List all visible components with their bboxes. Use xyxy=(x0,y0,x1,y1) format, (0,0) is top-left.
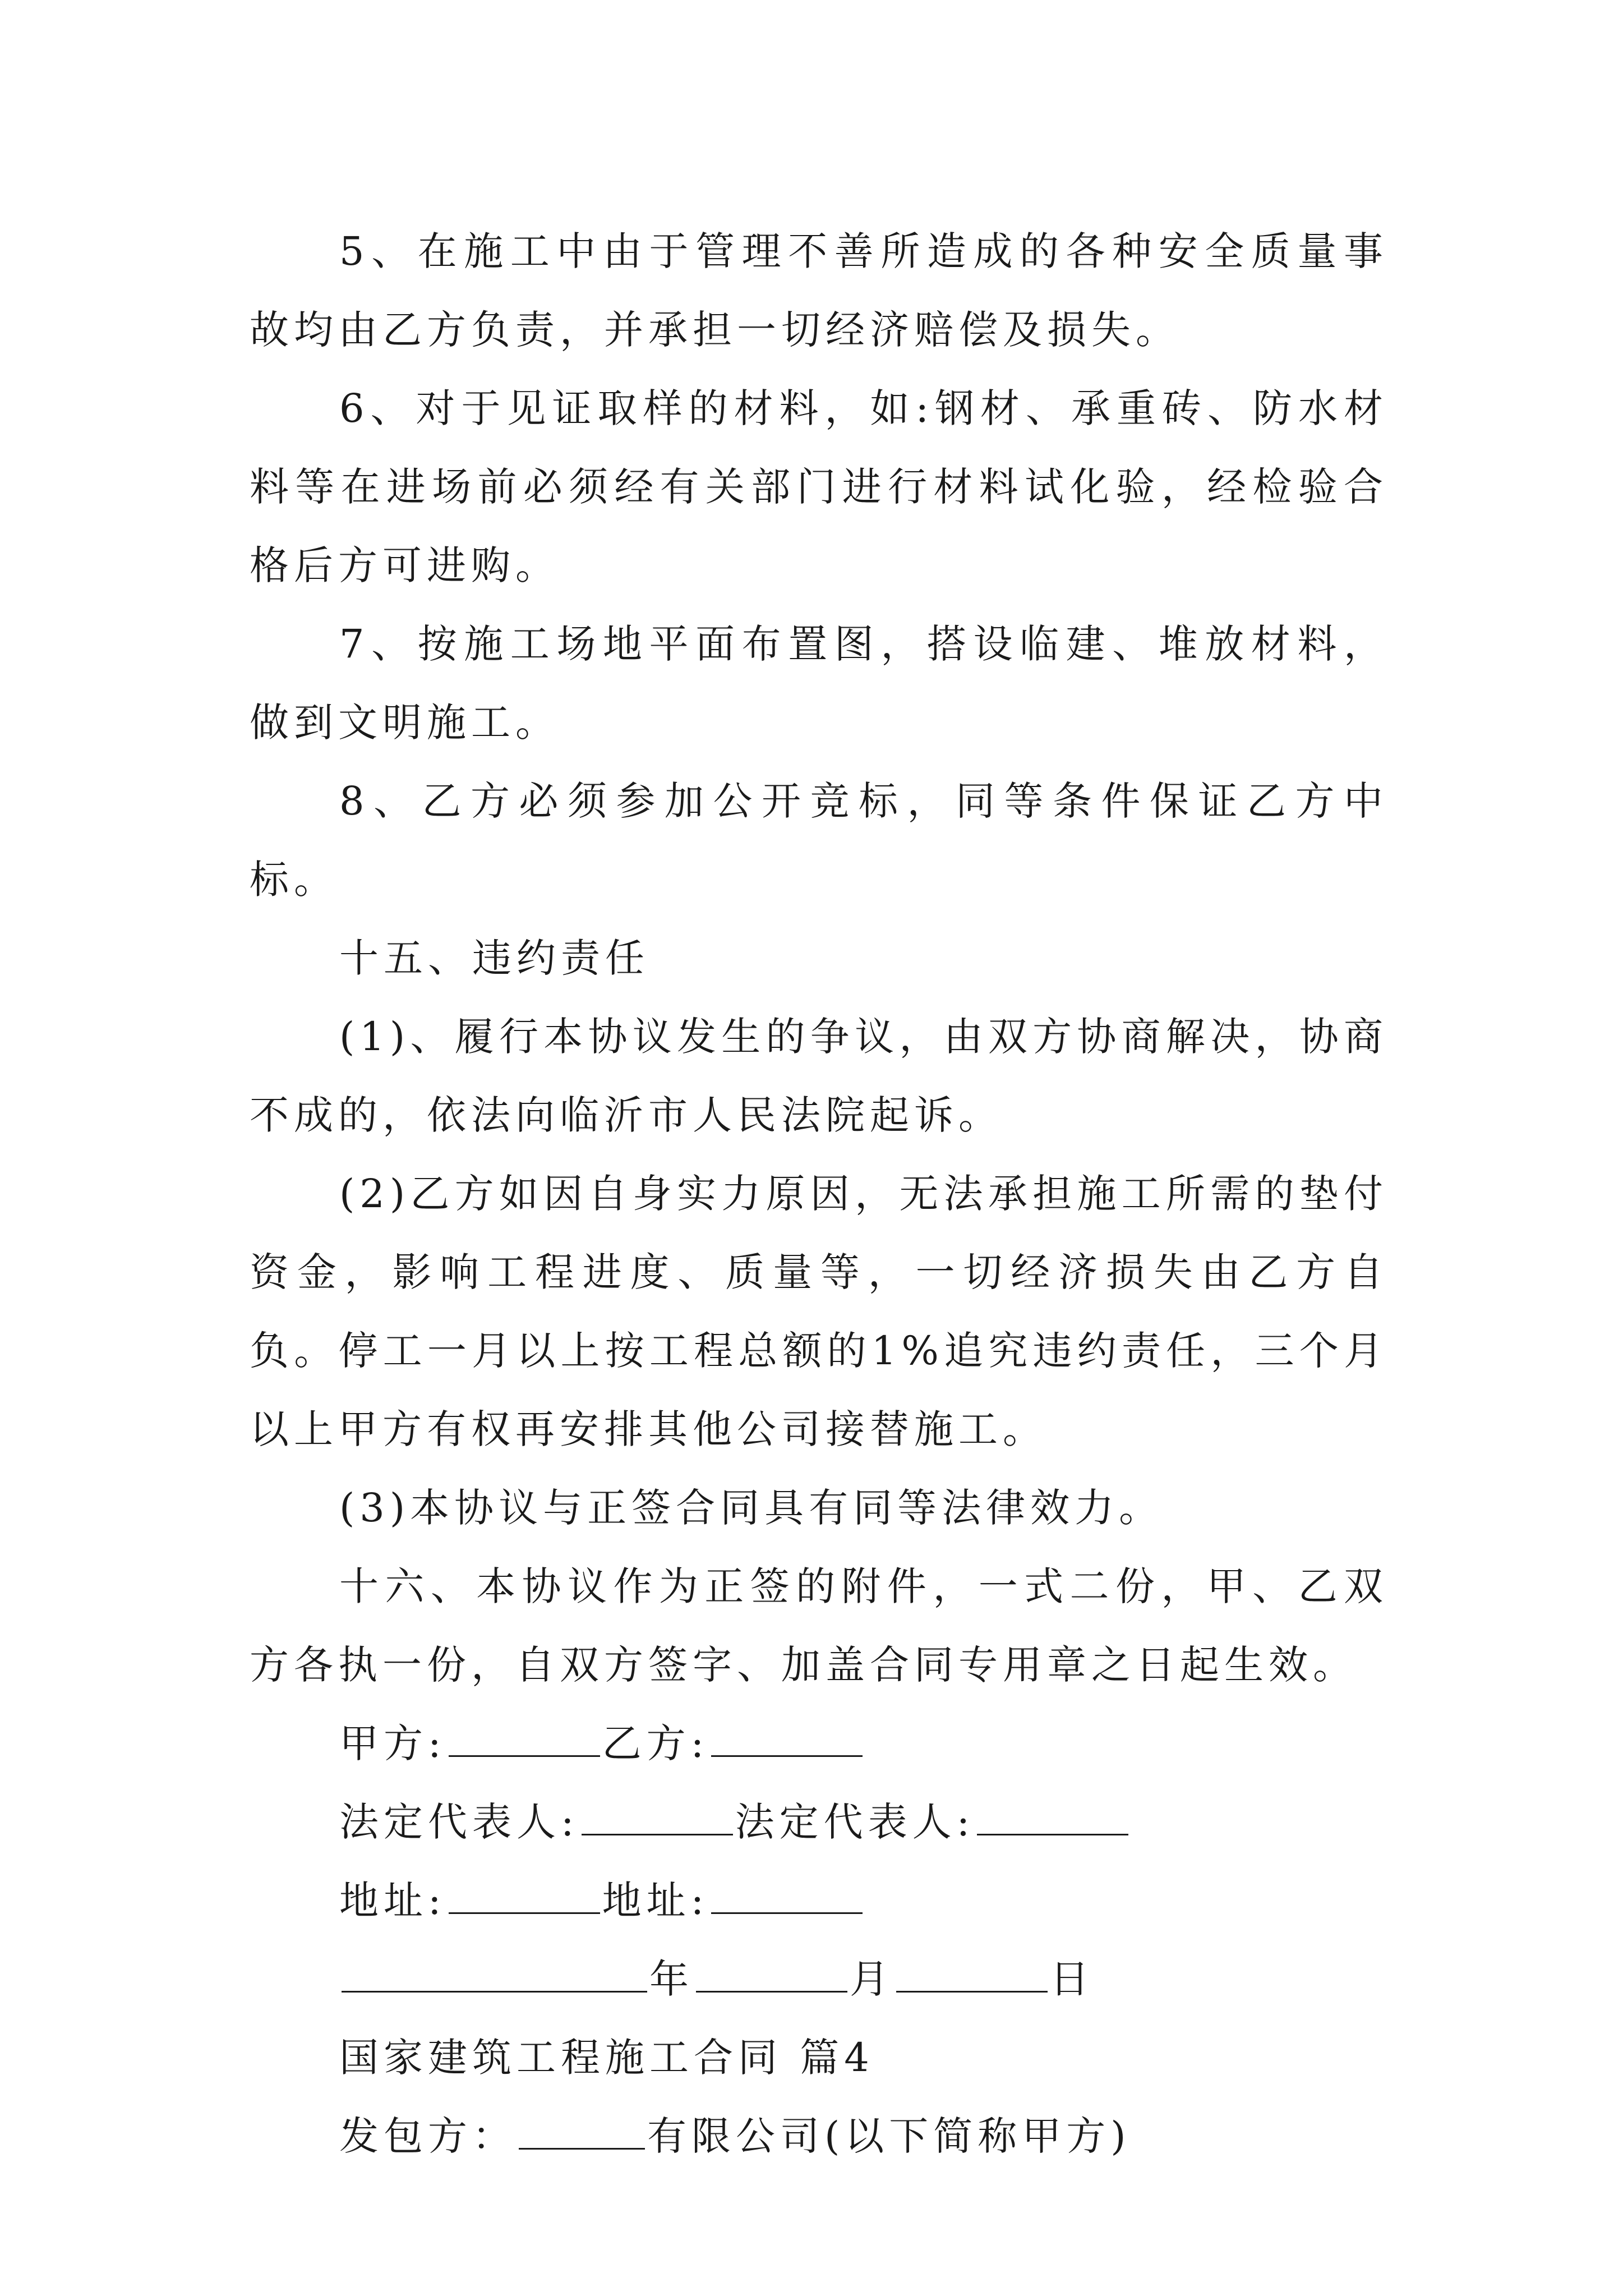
clause-6: 6、对于见证取样的材料，如:钢材、承重砖、防水材料等在进场前必须经有关部门进行材料试化验，经检验合格后方可进购。 xyxy=(250,385,1388,588)
representative-row xyxy=(250,1783,1388,1861)
year-label: 年 xyxy=(649,1956,694,2002)
issuer-suffix: 有限公司(以下简称甲方) xyxy=(647,2113,1131,2159)
breach-item-3: (3)本协议与正签合同具有同等法律效力。 xyxy=(339,1485,1164,1531)
document-body xyxy=(250,212,1388,2175)
party-a-label: 甲方: xyxy=(339,1720,446,1766)
clause-5: 5、在施工中由于管理不善所造成的各种安全质量事故均由乙方负责，并承担一切经济赔偿及损失。 xyxy=(250,228,1388,353)
party-b-blank xyxy=(711,1716,863,1757)
breach-item-2: (2)乙方如因自身实力原因，无法承担施工所需的垫付资金，影响工程进度、质量等，一切经济损失由乙方自负。停工一月以上按工程总额的1%追究违约责任，三个月以上甲方有权再安排其他公司接替施工。 xyxy=(250,1171,1388,1452)
rep-b-blank xyxy=(977,1795,1128,1835)
party-signature-row xyxy=(250,1704,1388,1783)
issuer-row xyxy=(250,2097,1388,2175)
party-a-blank xyxy=(449,1716,600,1757)
section-15-heading: 十五、违约责任 xyxy=(339,935,649,981)
clause-7: 7、按施工场地平面布置图，搭设临建、堆放材料，做到文明施工。 xyxy=(250,621,1388,746)
clause-8: 8、乙方必须参加公开竞标，同等条件保证乙方中标。 xyxy=(250,778,1388,903)
party-b-label: 乙方: xyxy=(602,1720,709,1766)
date-row xyxy=(250,1940,1388,2018)
issuer-label: 发包方： xyxy=(339,2113,517,2159)
day-label: 日 xyxy=(1050,1956,1094,2002)
issuer-blank xyxy=(519,2109,645,2150)
rep-a-label: 法定代表人: xyxy=(339,1799,579,1845)
rep-a-blank xyxy=(582,1795,733,1835)
addr-a-label: 地址: xyxy=(339,1878,446,1924)
address-row xyxy=(250,1861,1388,1940)
addr-b-label: 地址: xyxy=(602,1878,709,1924)
rep-b-label: 法定代表人: xyxy=(735,1799,975,1845)
addr-a-blank xyxy=(449,1873,600,1914)
year-blank xyxy=(342,1952,647,1993)
section-16: 十六、本协议作为正签的附件，一式二份，甲、乙双方各执一份，自双方签字、加盖合同专用章之日起生效。 xyxy=(250,1563,1388,1688)
month-blank xyxy=(696,1952,847,1993)
breach-item-1: (1)、履行本协议发生的争议，由双方协商解决，协商不成的，依法向临沂市人民法院起诉。 xyxy=(250,1014,1388,1138)
addr-b-blank xyxy=(711,1873,863,1914)
day-blank xyxy=(896,1952,1048,1993)
contract-4-title: 国家建筑工程施工合同 篇4 xyxy=(339,2035,874,2081)
month-label: 月 xyxy=(850,1956,894,2002)
